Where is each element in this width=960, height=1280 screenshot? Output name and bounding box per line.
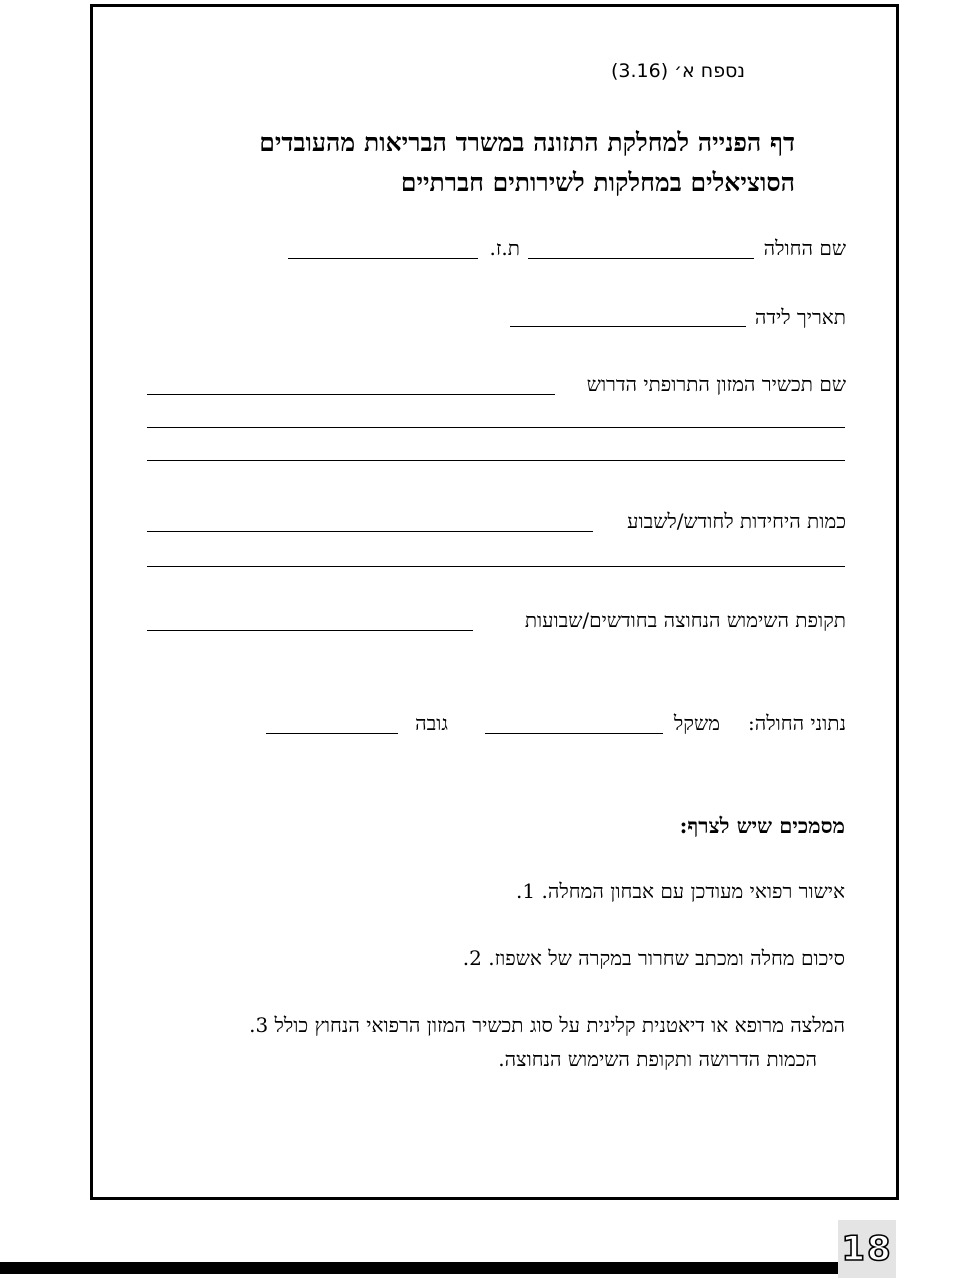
formula-name-field[interactable] <box>147 394 555 395</box>
footer-bar <box>0 1262 838 1274</box>
units-quantity-label: כמות היחידות לחודש/לשבוע <box>627 509 846 533</box>
birth-date-field[interactable] <box>510 326 746 327</box>
document-item-2 <box>454 946 845 971</box>
patient-name-field[interactable] <box>528 258 754 259</box>
weight-label: משקל <box>673 711 720 735</box>
form-title-line-1: דף הפנייה למחלקת התזונה במשרד הבריאות מהעובדים <box>259 128 795 157</box>
usage-period-field[interactable] <box>147 630 473 631</box>
document-item-number: 3. <box>249 1013 269 1037</box>
height-label: גובה <box>415 711 448 735</box>
formula-name-label: שם תכשיר המזון התרופתי הדרוש <box>586 372 846 396</box>
document-item-number: 1. <box>516 879 536 903</box>
page-number: 18 <box>838 1220 896 1278</box>
document-item-text: אישור רפואי מעודכן עם אבחון המחלה. <box>541 879 845 903</box>
units-quantity-field[interactable] <box>147 531 593 532</box>
document-item-number: 2. <box>462 946 482 970</box>
document-item-3-continuation: הכמות הדרושה ותקופת השימוש הנחוצה. <box>498 1047 817 1071</box>
documents-heading: מסמכים שיש לצרף: <box>679 813 845 838</box>
form-title-line-2: הסוציאלים במחלקות לשירותים חברתיים <box>400 168 795 197</box>
id-number-label: ת.ז. <box>489 236 520 260</box>
units-quantity-field-line-2[interactable] <box>147 566 845 567</box>
document-item-text: המלצה מרופא או דיאטנית קלינית על סוג תכשיר המזון הרפואי הנחוץ כולל <box>274 1013 845 1037</box>
formula-name-field-line-3[interactable] <box>147 460 845 461</box>
patient-name-label: שם החולה <box>763 236 846 260</box>
formula-name-field-line-2[interactable] <box>147 427 845 428</box>
appendix-label: נספח א׳ (3.16) <box>610 60 745 82</box>
birth-date-label: תאריך לידה <box>754 305 846 329</box>
document-item-1 <box>507 879 845 904</box>
patient-data-label: נתוני החולה: <box>748 711 846 735</box>
document-item-text: סיכום מחלה ומכתב שחרור במקרה של אשפוז. <box>488 946 845 970</box>
document-item-3 <box>240 1013 845 1038</box>
usage-period-label: תקופת השימוש הנחוצה בחודשים/שבועות <box>524 608 846 632</box>
height-field[interactable] <box>266 733 398 734</box>
weight-field[interactable] <box>485 733 663 734</box>
id-number-field[interactable] <box>288 258 478 259</box>
